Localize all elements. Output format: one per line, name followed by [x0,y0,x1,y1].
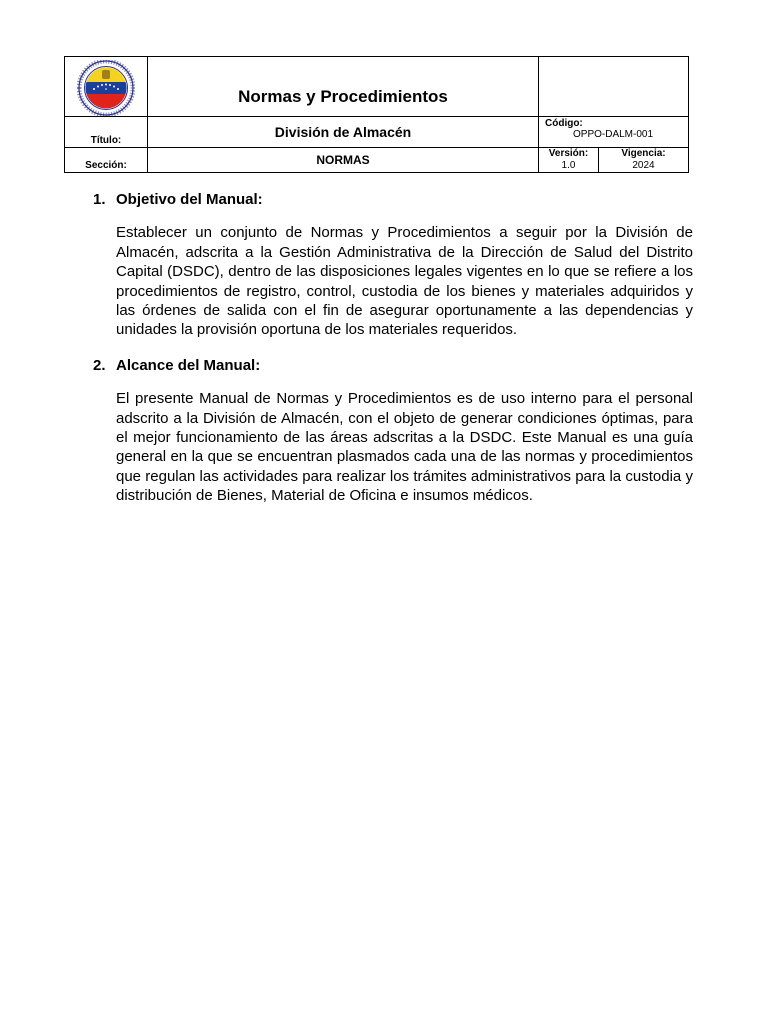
document-body [93,190,693,506]
vigencia-cell [599,148,689,173]
institution-logo [77,60,135,116]
header-empty-cell [539,57,689,117]
codigo-cell [539,117,689,148]
section-number: 1. [93,191,106,208]
section-alcance [93,356,693,506]
logo-cell [65,57,148,117]
seccion-label: Sección: [65,148,148,173]
section-paragraph: Establecer un conjunto de Normas y Procedimientos a seguir por la División de Almacén, adscrita a la Gestión Administrativa de la Dirección de Salud del Distrito Capital (DSDC), dentro de las disposiciones legales vigentes en lo que se refiere a los procedimientos de registro, control, custodia de los bienes y materiales adquiridos y las órdenes de salida con el fin de asegurar oportunamente a las dependencias y unidades la provisión oportuna de los materiales requeridos. [116,224,693,339]
codigo-value: OPPO-DALM-001 [573,129,654,140]
section-heading [93,190,693,209]
vigencia-label: Vigencia: [621,148,666,159]
page-title: Normas y Procedimientos [148,57,539,117]
document-header-table [64,56,689,173]
section-heading [93,356,693,375]
version-cell [539,148,599,173]
section-number: 2. [93,356,106,374]
version-label: Versión: [548,148,589,159]
seccion-value: NORMAS [148,148,539,173]
codigo-label: Código: [545,118,583,129]
vigencia-value: 2024 [632,160,655,171]
section-title: Alcance del Manual: [116,356,261,374]
version-value: 1.0 [561,160,576,171]
section-title: Objetivo del Manual: [116,191,263,208]
section-paragraph: El presente Manual de Normas y Procedimientos es de uso interno para el personal adscrito a la División de Almacén, con el objeto de generar condiciones óptimas, para el mejor funcionamiento de las áreas adscritas a la DSDC. Este Manual es una guía general en la que se encuentran plasmados cada una de las normas y procedimientos que regulan las actividades para realizar los trámites administrativos para la custodia y distribución de Bienes, Material de Oficina e insumos médicos. [116,390,693,505]
titulo-value: División de Almacén [148,117,539,148]
section-objetivo [93,190,693,340]
titulo-label: Título: [65,117,148,148]
